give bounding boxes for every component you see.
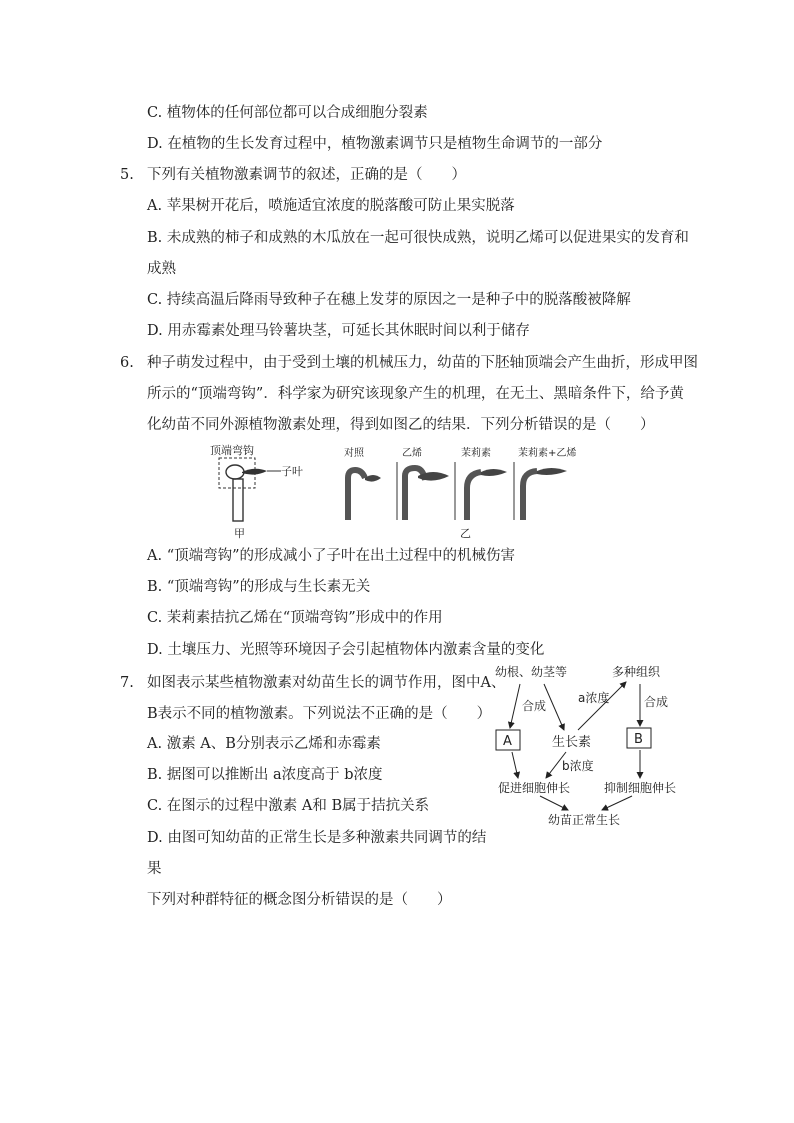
synth-left-label: 合成 bbox=[522, 699, 547, 713]
arrow-to-a bbox=[510, 684, 520, 728]
arrow-to-auxin bbox=[544, 684, 564, 730]
seedling-jasmonate-ethylene bbox=[523, 471, 537, 520]
promote-label: 促进细胞伸长 bbox=[498, 781, 571, 795]
seedling-jasmonate bbox=[467, 472, 481, 520]
box-b-label: B bbox=[634, 732, 643, 747]
arrow-promote-to-growth bbox=[540, 796, 568, 810]
box-a-label: A bbox=[503, 734, 512, 749]
q7-option-d-cont: 果 bbox=[147, 861, 162, 877]
a-concentration-label: a浓度 bbox=[578, 691, 610, 705]
q7-option-c: C. 在图示的过程中激素 A和 B属于拮抗关系 bbox=[147, 798, 430, 814]
hook-label: 顶端弯钩 bbox=[210, 444, 254, 457]
q4-option-d: D. 在植物的生长发育过程中，植物激素调节只是植物生命调节的一部分 bbox=[147, 136, 603, 152]
q7-option-d: D. 由图可知幼苗的正常生长是多种激素共同调节的结 bbox=[147, 830, 487, 846]
seedling-control bbox=[348, 470, 365, 520]
normal-growth-label: 幼苗正常生长 bbox=[548, 813, 621, 827]
q5-stem: 下列有关植物激素调节的叙述，正确的是（ ） bbox=[147, 167, 466, 183]
arrow-inhibit-to-growth bbox=[602, 796, 632, 810]
b-concentration-label: b浓度 bbox=[562, 759, 594, 773]
q5-option-b: B. 未成熟的柿子和成熟的木瓜放在一起可很快成熟，说明乙烯可以促进果实的发育和 bbox=[147, 230, 689, 246]
figure-jia bbox=[210, 443, 303, 540]
many-tissues-label: 多种组织 bbox=[612, 665, 661, 679]
q7-stem-line1: 如图表示某些植物激素对幼苗生长的调节作用，图中A、 bbox=[147, 675, 506, 691]
panel-label-jasmonate-ethylene: 茉莉素+乙烯 bbox=[518, 448, 577, 459]
auxin-label: 生长素 bbox=[552, 735, 592, 750]
q5-option-b-cont: 成熟 bbox=[147, 261, 176, 277]
q6-number: 6. bbox=[120, 355, 134, 371]
root-stem-label: 幼根、幼茎等 bbox=[495, 665, 568, 679]
panel-label-control: 对照 bbox=[344, 448, 364, 459]
q8-stem: 下列对种群特征的概念图分析错误的是（ ） bbox=[147, 892, 452, 908]
q6-option-c: C. 茉莉素拮抗乙烯在“顶端弯钩”形成中的作用 bbox=[147, 610, 443, 626]
q4-option-c: C. 植物体的任何部位都可以合成细胞分裂素 bbox=[147, 105, 428, 121]
q6-option-b: B. “顶端弯钩”的形成与生长素无关 bbox=[147, 579, 371, 595]
q7-stem-line2: B表示不同的植物激素。下列说法不正确的是（ ） bbox=[147, 706, 492, 722]
q6-option-d: D. 土壤压力、光照等环境因子会引起植物体内激素含量的变化 bbox=[147, 642, 545, 658]
q5-number: 5. bbox=[120, 167, 134, 183]
q6-option-a: A. “顶端弯钩”的形成减小了子叶在出土过程中的机械伤害 bbox=[147, 548, 516, 564]
yi-label: 乙 bbox=[460, 527, 471, 540]
q6-figure bbox=[205, 440, 585, 542]
arrow-a-to-promote bbox=[512, 752, 518, 778]
seedling-jasmonate-ethylene-cotyledon bbox=[537, 468, 567, 475]
figure-yi bbox=[344, 446, 576, 540]
panel-label-ethylene: 乙烯 bbox=[402, 448, 422, 459]
hook-shape bbox=[226, 465, 244, 479]
q6-stem-line2: 所示的“顶端弯钩”．科学家为研究该现象产生的机理，在无土、黑暗条件下，给予黄 bbox=[147, 386, 684, 402]
q5-option-c: C. 持续高温后降雨导致种子在穗上发芽的原因之一是种子中的脱落酸被降解 bbox=[147, 292, 631, 308]
q5-option-a: A. 苹果树开花后，喷施适宜浓度的脱落酸可防止果实脱落 bbox=[147, 198, 515, 214]
arrow-a-concentration bbox=[578, 682, 626, 730]
cotyledon-label: 子叶 bbox=[281, 465, 303, 478]
q6-stem-line3: 化幼苗不同外源植物激素处理，得到如图乙的结果．下列分析错误的是（ ） bbox=[147, 417, 655, 433]
q7-option-b: B. 据图可以推断出 a浓度高于 b浓度 bbox=[147, 767, 383, 783]
seedling-jasmonate-cotyledon bbox=[481, 469, 507, 476]
q7-number: 7. bbox=[120, 675, 134, 691]
cotyledon-shape bbox=[242, 469, 267, 475]
synth-right-label: 合成 bbox=[644, 695, 669, 709]
panel-label-jasmonate: 茉莉素 bbox=[461, 448, 491, 459]
q7-option-a: A. 激素 A、B分别表示乙烯和赤霉素 bbox=[147, 736, 381, 752]
q5-option-d: D. 用赤霉素处理马铃薯块茎，可延长其休眠时间以利于储存 bbox=[147, 323, 530, 339]
inhibit-label: 抑制细胞伸长 bbox=[604, 781, 677, 795]
hypocotyl-shape bbox=[233, 479, 243, 521]
jia-label: 甲 bbox=[234, 527, 245, 540]
q6-stem-line1: 种子萌发过程中，由于受到土壤的机械压力，幼苗的下胚轴顶端会产生曲折，形成甲图 bbox=[147, 355, 698, 371]
q7-diagram bbox=[490, 660, 690, 830]
